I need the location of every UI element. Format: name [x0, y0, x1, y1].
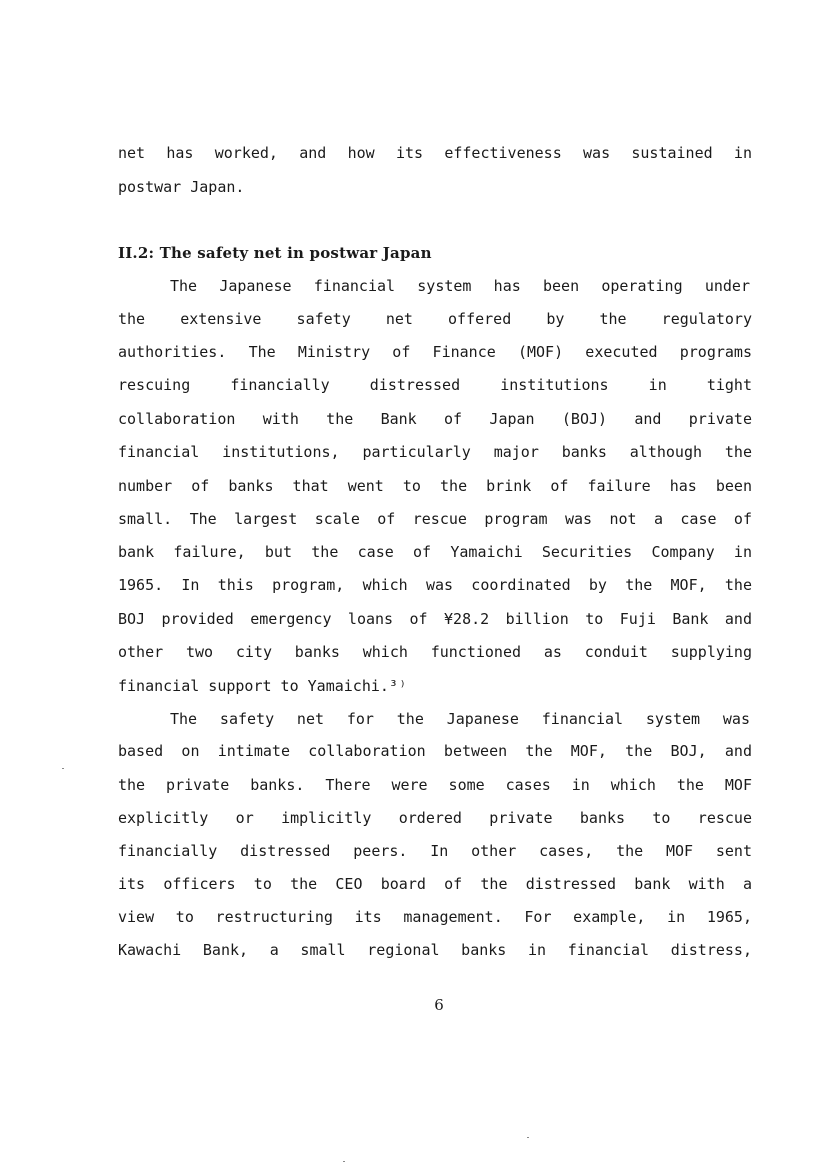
paragraph-2-line-1: The safety net for the Japanese financial system was	[170, 710, 750, 728]
scan-speck	[527, 1137, 529, 1138]
paragraph-1-line-9: bank failure, but the case of Yamaichi Securities Company in	[118, 543, 752, 561]
scan-speck	[343, 1161, 345, 1162]
paragraph-1-line-4: rescuing financially distressed institutions in tight	[118, 376, 752, 394]
paragraph-2-line-2: based on intimate collaboration between the MOF, the BOJ, and	[118, 742, 752, 760]
paragraph-1-line-13: financial support to Yamaichi.³⁾	[118, 677, 407, 695]
page-number: 6	[434, 996, 444, 1014]
paragraph-1-line-2: the extensive safety net offered by the regulatory	[118, 310, 752, 328]
paragraph-1-line-12: other two city banks which functioned as conduit supplying	[118, 643, 752, 661]
section-heading: II.2: The safety net in postwar Japan	[118, 244, 432, 262]
scan-speck	[62, 768, 64, 769]
paragraph-2-line-7: view to restructuring its management. For example, in 1965,	[118, 908, 752, 926]
paragraph-1-line-3: authorities. The Ministry of Finance (MOF) executed programs	[118, 343, 752, 361]
paragraph-2-line-8: Kawachi Bank, a small regional banks in financial distress,	[118, 941, 752, 959]
paragraph-2-line-5: financially distressed peers. In other cases, the MOF sent	[118, 842, 752, 860]
paragraph-1-line-11: BOJ provided emergency loans of ¥28.2 billion to Fuji Bank and	[118, 610, 752, 628]
paragraph-2-line-6: its officers to the CEO board of the distressed bank with a	[118, 875, 752, 893]
paragraph-1-line-7: number of banks that went to the brink of failure has been	[118, 477, 752, 495]
paragraph-1-line-8: small. The largest scale of rescue program was not a case of	[118, 510, 752, 528]
intro-line-2: postwar Japan.	[118, 178, 245, 196]
paragraph-1-line-5: collaboration with the Bank of Japan (BOJ) and private	[118, 410, 752, 428]
paragraph-1-line-1: The Japanese financial system has been operating under	[170, 277, 750, 295]
paragraph-1-line-6: financial institutions, particularly major banks although the	[118, 443, 752, 461]
paragraph-1-line-10: 1965. In this program, which was coordinated by the MOF, the	[118, 576, 752, 594]
paragraph-2-line-3: the private banks. There were some cases in which the MOF	[118, 776, 752, 794]
intro-line-1: net has worked, and how its effectiveness was sustained in	[118, 144, 752, 162]
paragraph-2-line-4: explicitly or implicitly ordered private banks to rescue	[118, 809, 752, 827]
